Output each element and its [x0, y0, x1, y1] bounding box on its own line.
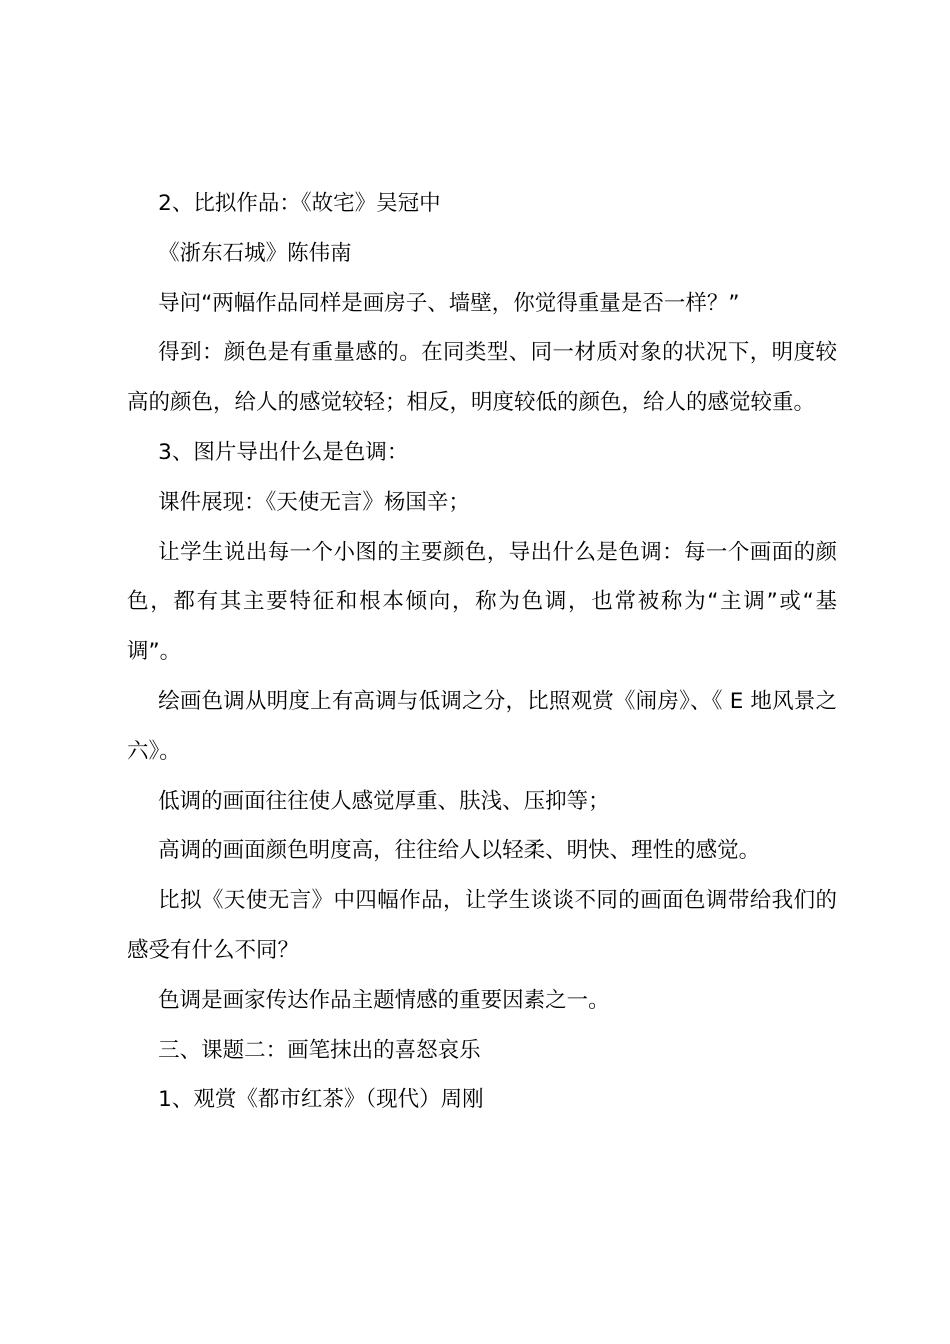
paragraph-topic-two-heading: 三、课题二：画笔抹出的喜怒哀乐 [158, 1037, 481, 1063]
paragraph-compare-four-works: 比拟《天使无言》中四幅作品，让学生谈谈不同的画面色调带给我们的感受有什么不同？ [127, 888, 837, 963]
paragraph-zhedong-stone-city: 《浙东石城》陈伟南 [158, 240, 352, 266]
paragraph-low-key: 低调的画面往往使人感觉厚重、肤浅、压抑等； [158, 788, 610, 814]
paragraph-high-key: 高调的画面颜色明度高，往往给人以轻柔、明快、理性的感觉。 [158, 838, 761, 864]
paragraph-courseware-display: 课件展现：《天使无言》杨国辛； [158, 489, 470, 515]
paragraph-guiding-question: 导问“两幅作品同样是画房子、墙壁，你觉得重量是否一样？” [158, 290, 740, 316]
paragraph-tone-importance: 色调是画家传达作品主题情感的重要因素之一。 [158, 987, 610, 1013]
document-body [127, 179, 837, 1125]
paragraph-tone-definition: 让学生说出每一个小图的主要颜色，导出什么是色调：每一个画面的颜色，都有其主要特征和根本倾向，称为色调，也常被称为“主调”或“基调”。 [127, 539, 837, 665]
paragraph-color-weight-conclusion: 得到：颜色是有重量感的。在同类型、同一材质对象的状况下，明度较高的颜色，给人的感觉较轻；相反，明度较低的颜色，给人的感觉较重。 [127, 340, 837, 416]
paragraph-high-low-key: 绘画色调从明度上有高调与低调之分，比照观赏《闹房》、《 E 地风景之六》。 [127, 688, 837, 764]
paragraph-tone-intro: 3、图片导出什么是色调： [158, 439, 409, 465]
paragraph-urban-red-tea: 1、观赏《都市红茶》（现代）周刚 [158, 1087, 484, 1113]
paragraph-comparison-works: 2、比拟作品：《故宅》吴冠中 [158, 191, 441, 216]
